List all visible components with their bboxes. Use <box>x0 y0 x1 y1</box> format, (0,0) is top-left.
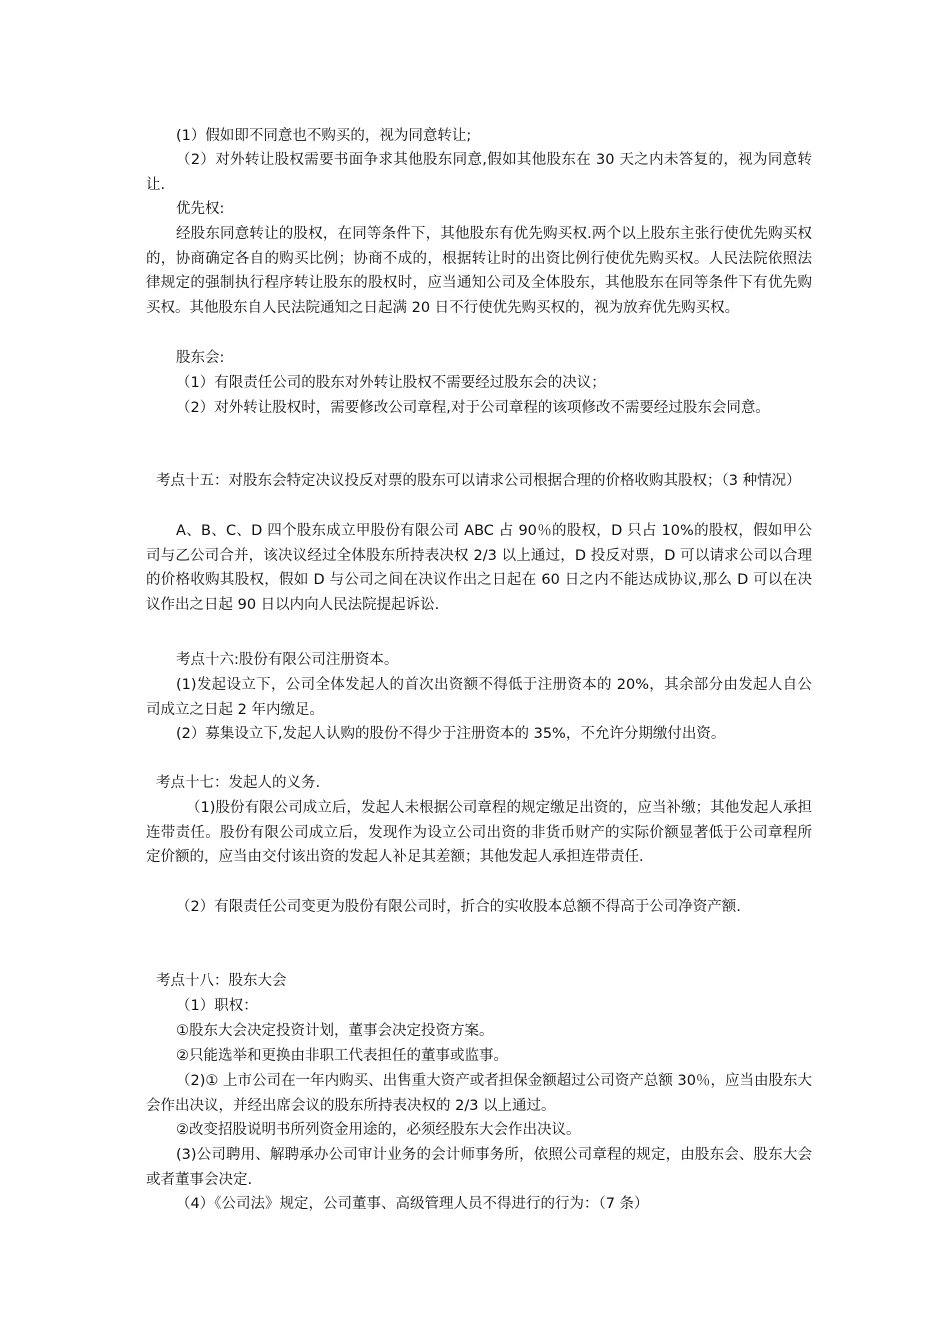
k18-section-2: （2)① 上市公司在一年内购买、出售重大资产或者担保金额超过公司资产总额 30％，应当由股东大会作出决议，并经出席会议的股东所持表决权的 2/3 以上通过。 <box>146 1073 812 1114</box>
k18-section-1b: ②只能选举和更换由非职工代表担任的董事或监事。 <box>176 1048 508 1064</box>
k16-title: 考点十六:股份有限公司注册资本。 <box>176 652 399 668</box>
k18-section-3: (3)公司聘用、解聘承办公司审计业务的会计师事务所，依照公司章程的规定，由股东会、股东大会或者董事会决定. <box>146 1147 812 1188</box>
k17-para-2: （2）有限责任公司变更为股份有限公司时，折合的实收股本总额不得高于公司净资产额. <box>176 899 741 915</box>
k16-para-1: (1)发起设立下，公司全体发起人的首次出资额不得低于注册资本的 20%，其余部分由发起人自公司成立之日起 2 年内缴足。 <box>146 677 812 718</box>
k18-title: 考点十八：股东大会 <box>156 973 287 989</box>
meeting-title: 股东会: <box>176 350 225 366</box>
priority-body: 经股东同意转让的股权，在同等条件下，其他股东有优先购买权.两个以上股东主张行使优先购买权的，协商确定各自的购买比例；协商不成的，根据转让时的出资比例行使优先购买权。人民法院依照法律规定的强制执行程序转让股东的股权时，应当通知公司及全体股东，其他股东在同等条件下有优先购买权。其他股东自人民法院通知之日起满 20 日不行使优先购买权的，视为放弃优先购买权。 <box>146 226 812 316</box>
k16-para-2: (2）募集设立下,发起人认购的股份不得少于注册资本的 35%，不允许分期缴付出资。 <box>176 726 726 742</box>
k18-section-1a: ①股东大会决定投资计划，董事会决定投资方案。 <box>176 1023 494 1039</box>
priority-title: 优先权: <box>176 201 225 217</box>
k18-section-2b: ②改变招股说明书所列资金用途的，必须经股东大会作出决议。 <box>176 1122 581 1138</box>
k15-title: 考点十五：对股东会特定决议投反对票的股东可以请求公司根据合理的价格收购其股权；（3 种情况） <box>156 473 801 489</box>
k18-section-4: （4）《公司法》规定，公司董事、高级管理人员不得进行的行为：（7 条） <box>176 1196 649 1212</box>
k18-section-1: （1）职权： <box>176 998 258 1014</box>
meeting-para-2: （2）对外转让股权时，需要修改公司章程,对于公司章程的该项修改不需要经过股东会同意。 <box>176 400 770 416</box>
k15-body: A、B、C、D 四个股东成立甲股份有限公司 ABC 占 90％的股权，D 只占 10%的股权，假如甲公司与乙公司合并，该决议经过全体股东所持表决权 2/3 以上通过，D 投反对票，D 可以请求公司以合理的价格收购其股权，假如 D 与公司之间在决议作出之日起在 60 日之内不能达成协议,那么 D 可以在决议作出之日起 90 日以内向人民法院提起诉讼. <box>146 523 812 613</box>
transfer-para-1: (1）假如即不同意也不购买的，视为同意转让; <box>176 128 472 144</box>
k17-title: 考点十七：发起人的义务. <box>156 775 321 791</box>
meeting-para-1: （1）有限责任公司的股东对外转让股权不需要经过股东会的决议； <box>176 375 606 391</box>
transfer-para-2: （2）对外转让股权需要书面争求其他股东同意,假如其他股东在 30 天之内未答复的，视为同意转让. <box>146 152 812 193</box>
k17-para-1: （1)股份有限公司成立后，发起人未根据公司章程的规定缴足出资的，应当补缴；其他发起人承担连带责任。股份有限公司成立后，发现作为设立公司出资的非货币财产的实际价额显著低于公司章程所定价额的，应当由交付该出资的发起人补足其差额；其他发起人承担连带责任. <box>146 800 812 865</box>
